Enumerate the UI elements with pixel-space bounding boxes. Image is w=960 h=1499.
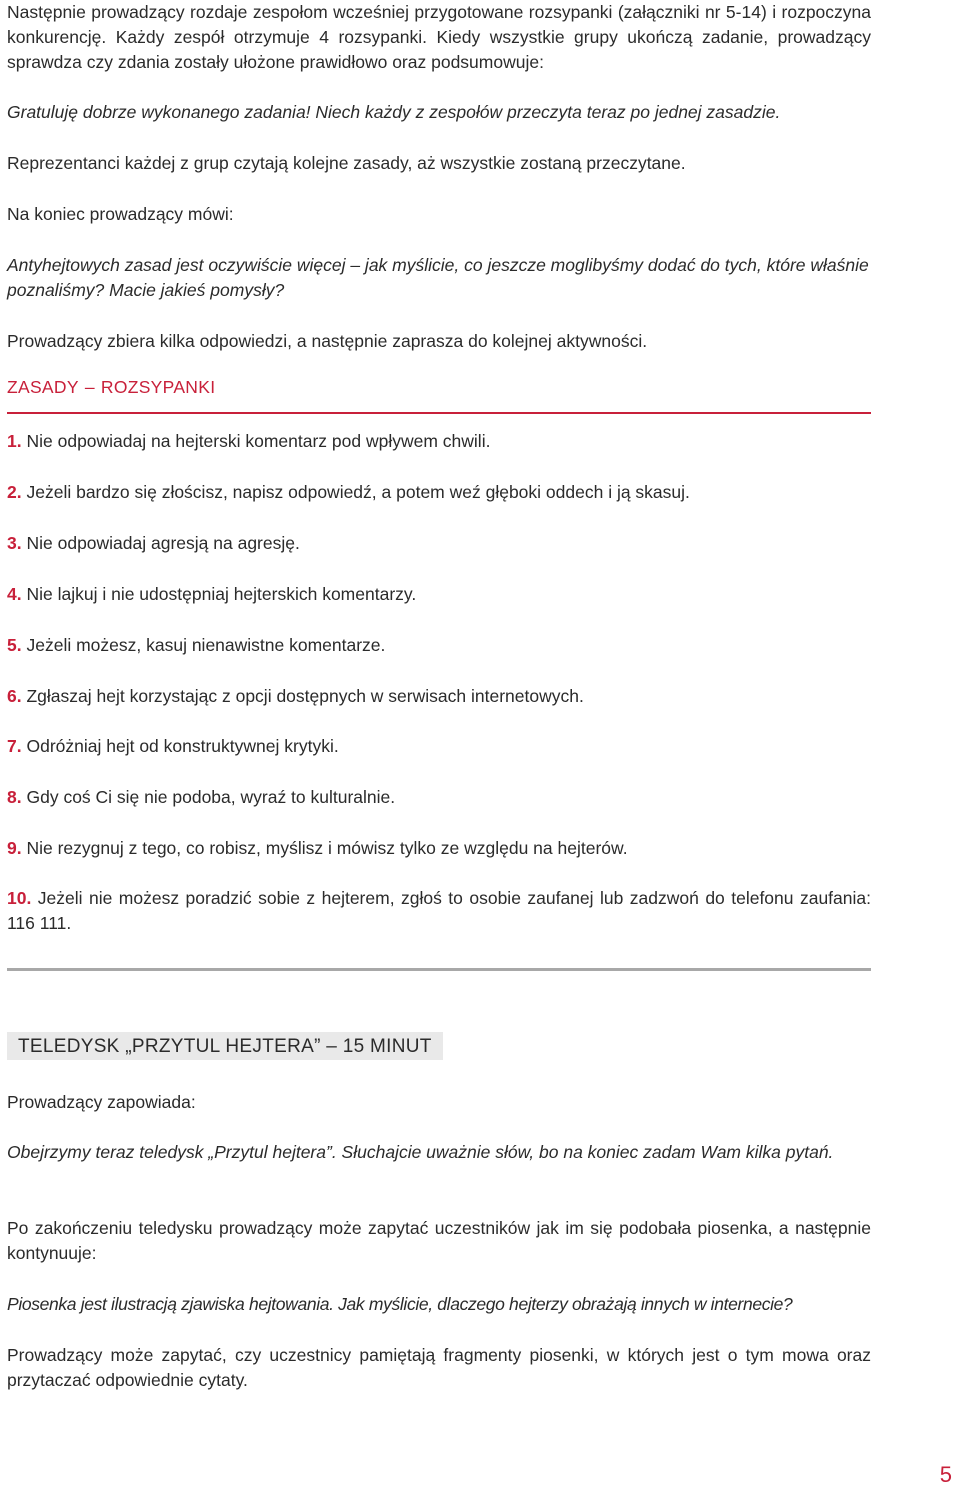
- rule-number: 4.: [7, 584, 22, 604]
- rule-item: [7, 886, 871, 936]
- rules-title-left: ZASADY: [7, 377, 79, 397]
- song-question-quote: Piosenka jest ilustracją zjawiska hejtowania. Jak myślicie, dlaczego hejterzy obrażają innych w internecie?: [7, 1294, 793, 1314]
- rule-item: [7, 531, 871, 556]
- congratulation-quote: Gratuluję dobrze wykonanego zadania! Niech każdy z zespołów przeczyta teraz po jednej zasadzie.: [7, 102, 781, 122]
- rules-title-right: ROZSYPANKI: [100, 377, 216, 397]
- rule-number: 2.: [7, 482, 22, 502]
- representatives-paragraph: Reprezentanci każdej z grup czytają kolejne zasady, aż wszystkie zostaną przeczytane.: [7, 153, 686, 173]
- rule-item: [7, 429, 871, 454]
- rule-text: Gdy coś Ci się nie podoba, wyraź to kulturalnie.: [26, 787, 396, 807]
- transition-paragraph: Prowadzący zbiera kilka odpowiedzi, a następnie zaprasza do kolejnej aktywności.: [7, 331, 648, 351]
- rule-item: [7, 734, 871, 759]
- rule-item: [7, 633, 871, 658]
- rule-text: Zgłaszaj hejt korzystając z opcji dostępnych w serwisach internetowych.: [26, 686, 584, 706]
- rules-title-separator: –: [84, 377, 95, 397]
- rule-number: 3.: [7, 533, 22, 553]
- rule-item: [7, 582, 871, 607]
- rule-number: 6.: [7, 686, 22, 706]
- rule-number: 1.: [7, 431, 22, 451]
- rule-item: [7, 785, 871, 810]
- rule-text: Nie odpowiadaj agresją na agresję.: [26, 533, 300, 553]
- rule-number: 10.: [7, 888, 32, 908]
- video-announce-intro: Prowadzący zapowiada:: [7, 1092, 196, 1112]
- video-announce-quote: Obejrzymy teraz teledysk „Przytul hejtera”. Słuchajcie uważnie słów, bo na koniec zadam Wam kilka pytań.: [7, 1142, 834, 1162]
- rule-text: Jeżeli nie możesz poradzić sobie z hejterem, zgłoś to osobie zaufanej lub zadzwoń do telefonu zaufania: 116 111.: [7, 888, 871, 933]
- rule-text: Nie lajkuj i nie udostępniaj hejterskich komentarzy.: [26, 584, 417, 604]
- rule-number: 5.: [7, 635, 22, 655]
- video-section-title: TELEDYSK „PRZYTUL HEJTERA” – 15 MINUT: [7, 1032, 443, 1060]
- rule-text: Jeżeli możesz, kasuj nienawistne komentarze.: [26, 635, 386, 655]
- rule-item: [7, 836, 871, 861]
- rule-number: 7.: [7, 736, 22, 756]
- page-number: 5: [939, 1462, 952, 1487]
- rule-number: 8.: [7, 787, 22, 807]
- lyrics-recall-paragraph: Prowadzący może zapytać, czy uczestnicy pamiętają fragmenty piosenki, w których jest o tym mowa oraz przytaczać odpowiednie cytaty.: [7, 1345, 871, 1390]
- rules-divider-bottom: [7, 968, 871, 971]
- rule-text: Nie rezygnuj z tego, co robisz, myślisz i mówisz tylko ze względu na hejterów.: [26, 838, 628, 858]
- rules-section-title: [7, 375, 215, 400]
- rule-item: [7, 684, 871, 709]
- after-video-paragraph: Po zakończeniu teledysku prowadzący może zapytać uczestników jak im się podobała piosenka, a następnie kontynuuje:: [7, 1218, 871, 1263]
- closing-intro: Na koniec prowadzący mówi:: [7, 204, 234, 224]
- rule-text: Odróżniaj hejt od konstruktywnej krytyki.: [26, 736, 339, 756]
- rule-number: 9.: [7, 838, 22, 858]
- rule-text: Jeżeli bardzo się złościsz, napisz odpowiedź, a potem weź głęboki oddech i ją skasuj.: [26, 482, 690, 502]
- antihate-question-quote: Antyhejtowych zasad jest oczywiście więcej – jak myślicie, co jeszcze moglibyśmy dodać do tych, które właśnie poznaliśmy? Macie jakieś pomysły?: [7, 255, 869, 300]
- rule-text: Nie odpowiadaj na hejterski komentarz pod wpływem chwili.: [26, 431, 491, 451]
- rule-item: [7, 480, 871, 505]
- rules-divider-top: [7, 412, 871, 414]
- intro-paragraph: Następnie prowadzący rozdaje zespołom wcześniej przygotowane rozsypanki (załączniki nr 5-14) i rozpoczyna konkurencję. Każdy zespół otrzymuje 4 rozsypanki. Kiedy wszystkie grupy ukończą zadanie, prowadzący sprawdza czy zdania zostały ułożone prawidłowo oraz podsumowuje:: [7, 2, 871, 72]
